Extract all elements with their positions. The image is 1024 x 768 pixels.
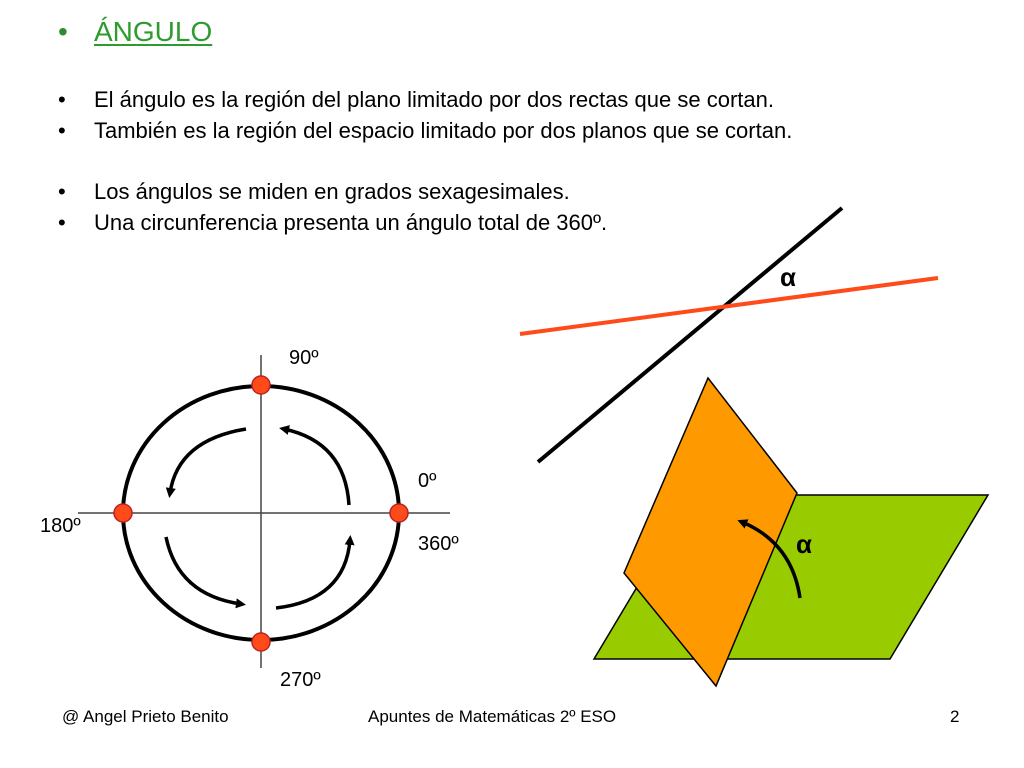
label-360-degrees: 360º (418, 533, 459, 555)
red-line (520, 278, 938, 334)
footer-page-number: 2 (950, 707, 960, 726)
point-180-degrees (114, 504, 132, 522)
footer-author: @ Angel Prieto Benito (62, 707, 229, 726)
bullet-item: • Los ángulos se miden en grados sexagesimales. (58, 176, 607, 207)
intersecting-planes-figure (594, 378, 988, 686)
label-270-degrees: 270º (280, 669, 321, 691)
lines-angle-symbol: α (780, 262, 796, 292)
point-270-degrees (252, 633, 270, 651)
planes-angle-symbol: α (796, 529, 812, 559)
title-bullet: • (58, 16, 68, 47)
bullet-item: • El ángulo es la región del plano limitado por dos rectas que se cortan. (58, 84, 792, 115)
rotation-arrow-upper-left (170, 429, 246, 493)
point-90-degrees (252, 376, 270, 394)
circle-degree-figure (40, 347, 459, 691)
footer-course: Apuntes de Matemáticas 2º ESO (368, 707, 617, 726)
point-0-degrees (390, 504, 408, 522)
slide-title: ÁNGULO (94, 16, 213, 47)
rotation-arrow-upper-right (284, 429, 349, 505)
bullet-item: • Una circunferencia presenta un ángulo total de 360º. (58, 207, 607, 238)
rotation-arrow-lower-left (166, 537, 241, 604)
label-180-degrees: 180º (40, 515, 81, 537)
rotation-arrow-lower-right (276, 540, 350, 608)
label-0-degrees: 0º (418, 470, 437, 492)
label-90-degrees: 90º (289, 347, 319, 369)
bullet-item: • También es la región del espacio limitado por dos planos que se cortan. (58, 115, 792, 146)
